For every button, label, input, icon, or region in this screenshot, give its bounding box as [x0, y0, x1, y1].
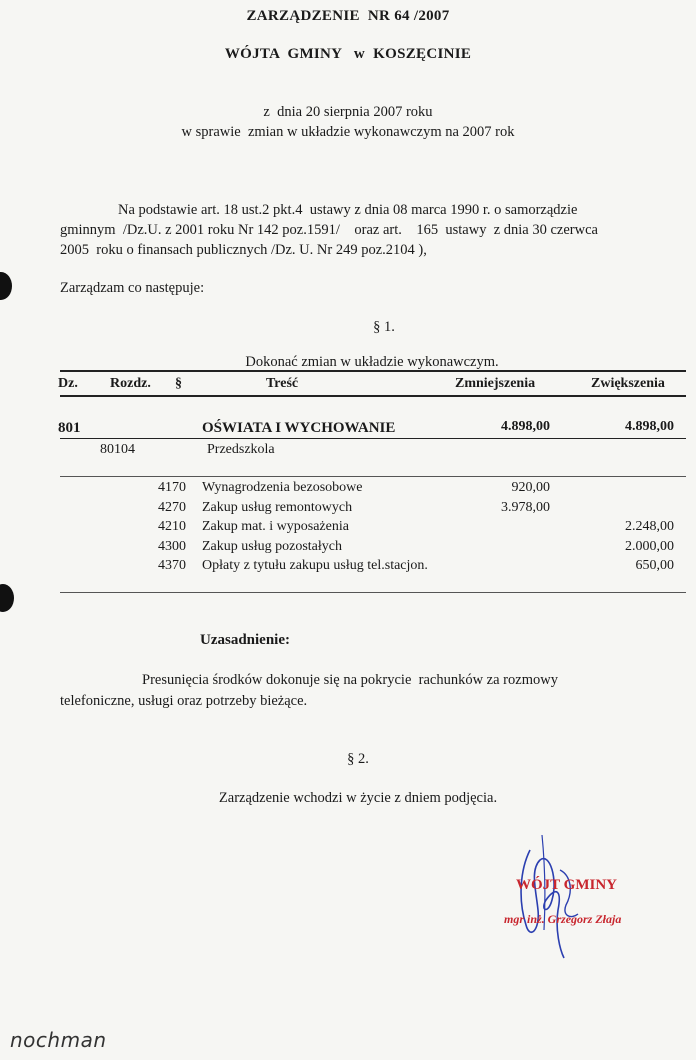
dzial-zmniejszenia: 4.898,00 — [501, 419, 550, 434]
item-zwiekszenia: 650,00 — [635, 558, 674, 573]
rozdzial-code: 80104 — [100, 442, 135, 457]
item-paragraph: 4270 — [158, 499, 186, 515]
justification-line-1: Presunięcia środków dokonuje się na pokrycie rachunków za rozmowy — [142, 672, 558, 688]
document-subtitle: WÓJTA GMINY w KOSZĘCINIE — [224, 46, 472, 62]
item-zwiekszenia: 2.248,00 — [625, 519, 674, 534]
dzial-rule — [60, 438, 686, 439]
legal-basis-line-3: 2005 roku o finansach publicznych /Dz. U. Nr 249 poz.2104 ), — [60, 242, 427, 258]
item-zmniejszenia: 920,00 — [511, 480, 550, 495]
decree-intro: Zarządzam co następuje: — [60, 280, 205, 296]
rozdzial-name: Przedszkola — [207, 442, 275, 457]
col-header-tresc: Treść — [266, 376, 299, 391]
justification-heading: Uzasadnienie: — [200, 632, 290, 648]
item-paragraph: 4170 — [158, 480, 186, 495]
dzial-zwiekszenia: 4.898,00 — [625, 419, 674, 434]
item-name: Zakup mat. i wyposażenia — [202, 519, 349, 534]
item-name: Wynagrodzenia bezosobowe — [202, 480, 363, 495]
legal-basis-line-2: gminnym /Dz.U. z 2001 roku Nr 142 poz.1591/ oraz art. 165 ustawy z dnia 30 czerwca — [60, 222, 598, 238]
section-1-heading: § 1. — [373, 319, 395, 335]
stamp-title: WÓJT GMINY — [516, 877, 617, 893]
section-2-heading: § 2. — [347, 751, 369, 767]
date-line: z dnia 20 sierpnia 2007 roku — [263, 104, 433, 120]
item-paragraph: 4370 — [158, 558, 186, 573]
justification-line-2: telefoniczne, usługi oraz potrzeby bieżące. — [60, 693, 308, 709]
item-paragraph: 4300 — [158, 538, 186, 554]
legal-basis-line-1: Na podstawie art. 18 ust.2 pkt.4 ustawy z dnia 08 marca 1990 r. o samorządzie — [118, 202, 578, 218]
stamp-name: mgr inż. Grzegorz Złaja — [504, 912, 622, 926]
col-header-zwiekszenia: Zwiększenia — [591, 376, 665, 391]
col-header-paragraph: § — [175, 376, 182, 391]
table-top-rule — [60, 370, 686, 372]
item-name: Zakup usług remontowych — [202, 499, 353, 515]
item-name: Opłaty z tytułu zakupu usług tel.stacjon. — [202, 558, 428, 573]
table-caption: Dokonać zmian w układzie wykonawczym. — [245, 354, 499, 370]
table-bottom-rule — [60, 592, 686, 593]
col-header-dz: Dz. — [58, 376, 78, 391]
item-zmniejszenia: 3.978,00 — [501, 499, 550, 515]
col-header-zmniejszenia: Zmniejszenia — [455, 376, 536, 391]
rozdzial-rule — [60, 476, 686, 477]
section-2-text: Zarządzenie wchodzi w życie z dniem podjęcia. — [218, 790, 498, 806]
subject-line: w sprawie zmian w układzie wykonawczym na 2007 rok — [181, 124, 515, 140]
dzial-code: 801 — [58, 420, 81, 436]
item-paragraph: 4210 — [158, 519, 186, 534]
handwritten-note: nochman — [10, 1028, 107, 1052]
item-zwiekszenia: 2.000,00 — [625, 538, 674, 554]
punch-hole-bottom — [0, 584, 14, 612]
handwritten-signature — [500, 830, 620, 970]
punch-hole-top — [0, 272, 12, 300]
table-header-rule — [60, 395, 686, 397]
dzial-name: OŚWIATA I WYCHOWANIE — [202, 420, 396, 436]
col-header-rozdz: Rozdz. — [110, 376, 151, 391]
document-title: ZARZĄDZENIE NR 64 /2007 — [246, 8, 450, 24]
item-name: Zakup usług pozostałych — [202, 538, 342, 554]
